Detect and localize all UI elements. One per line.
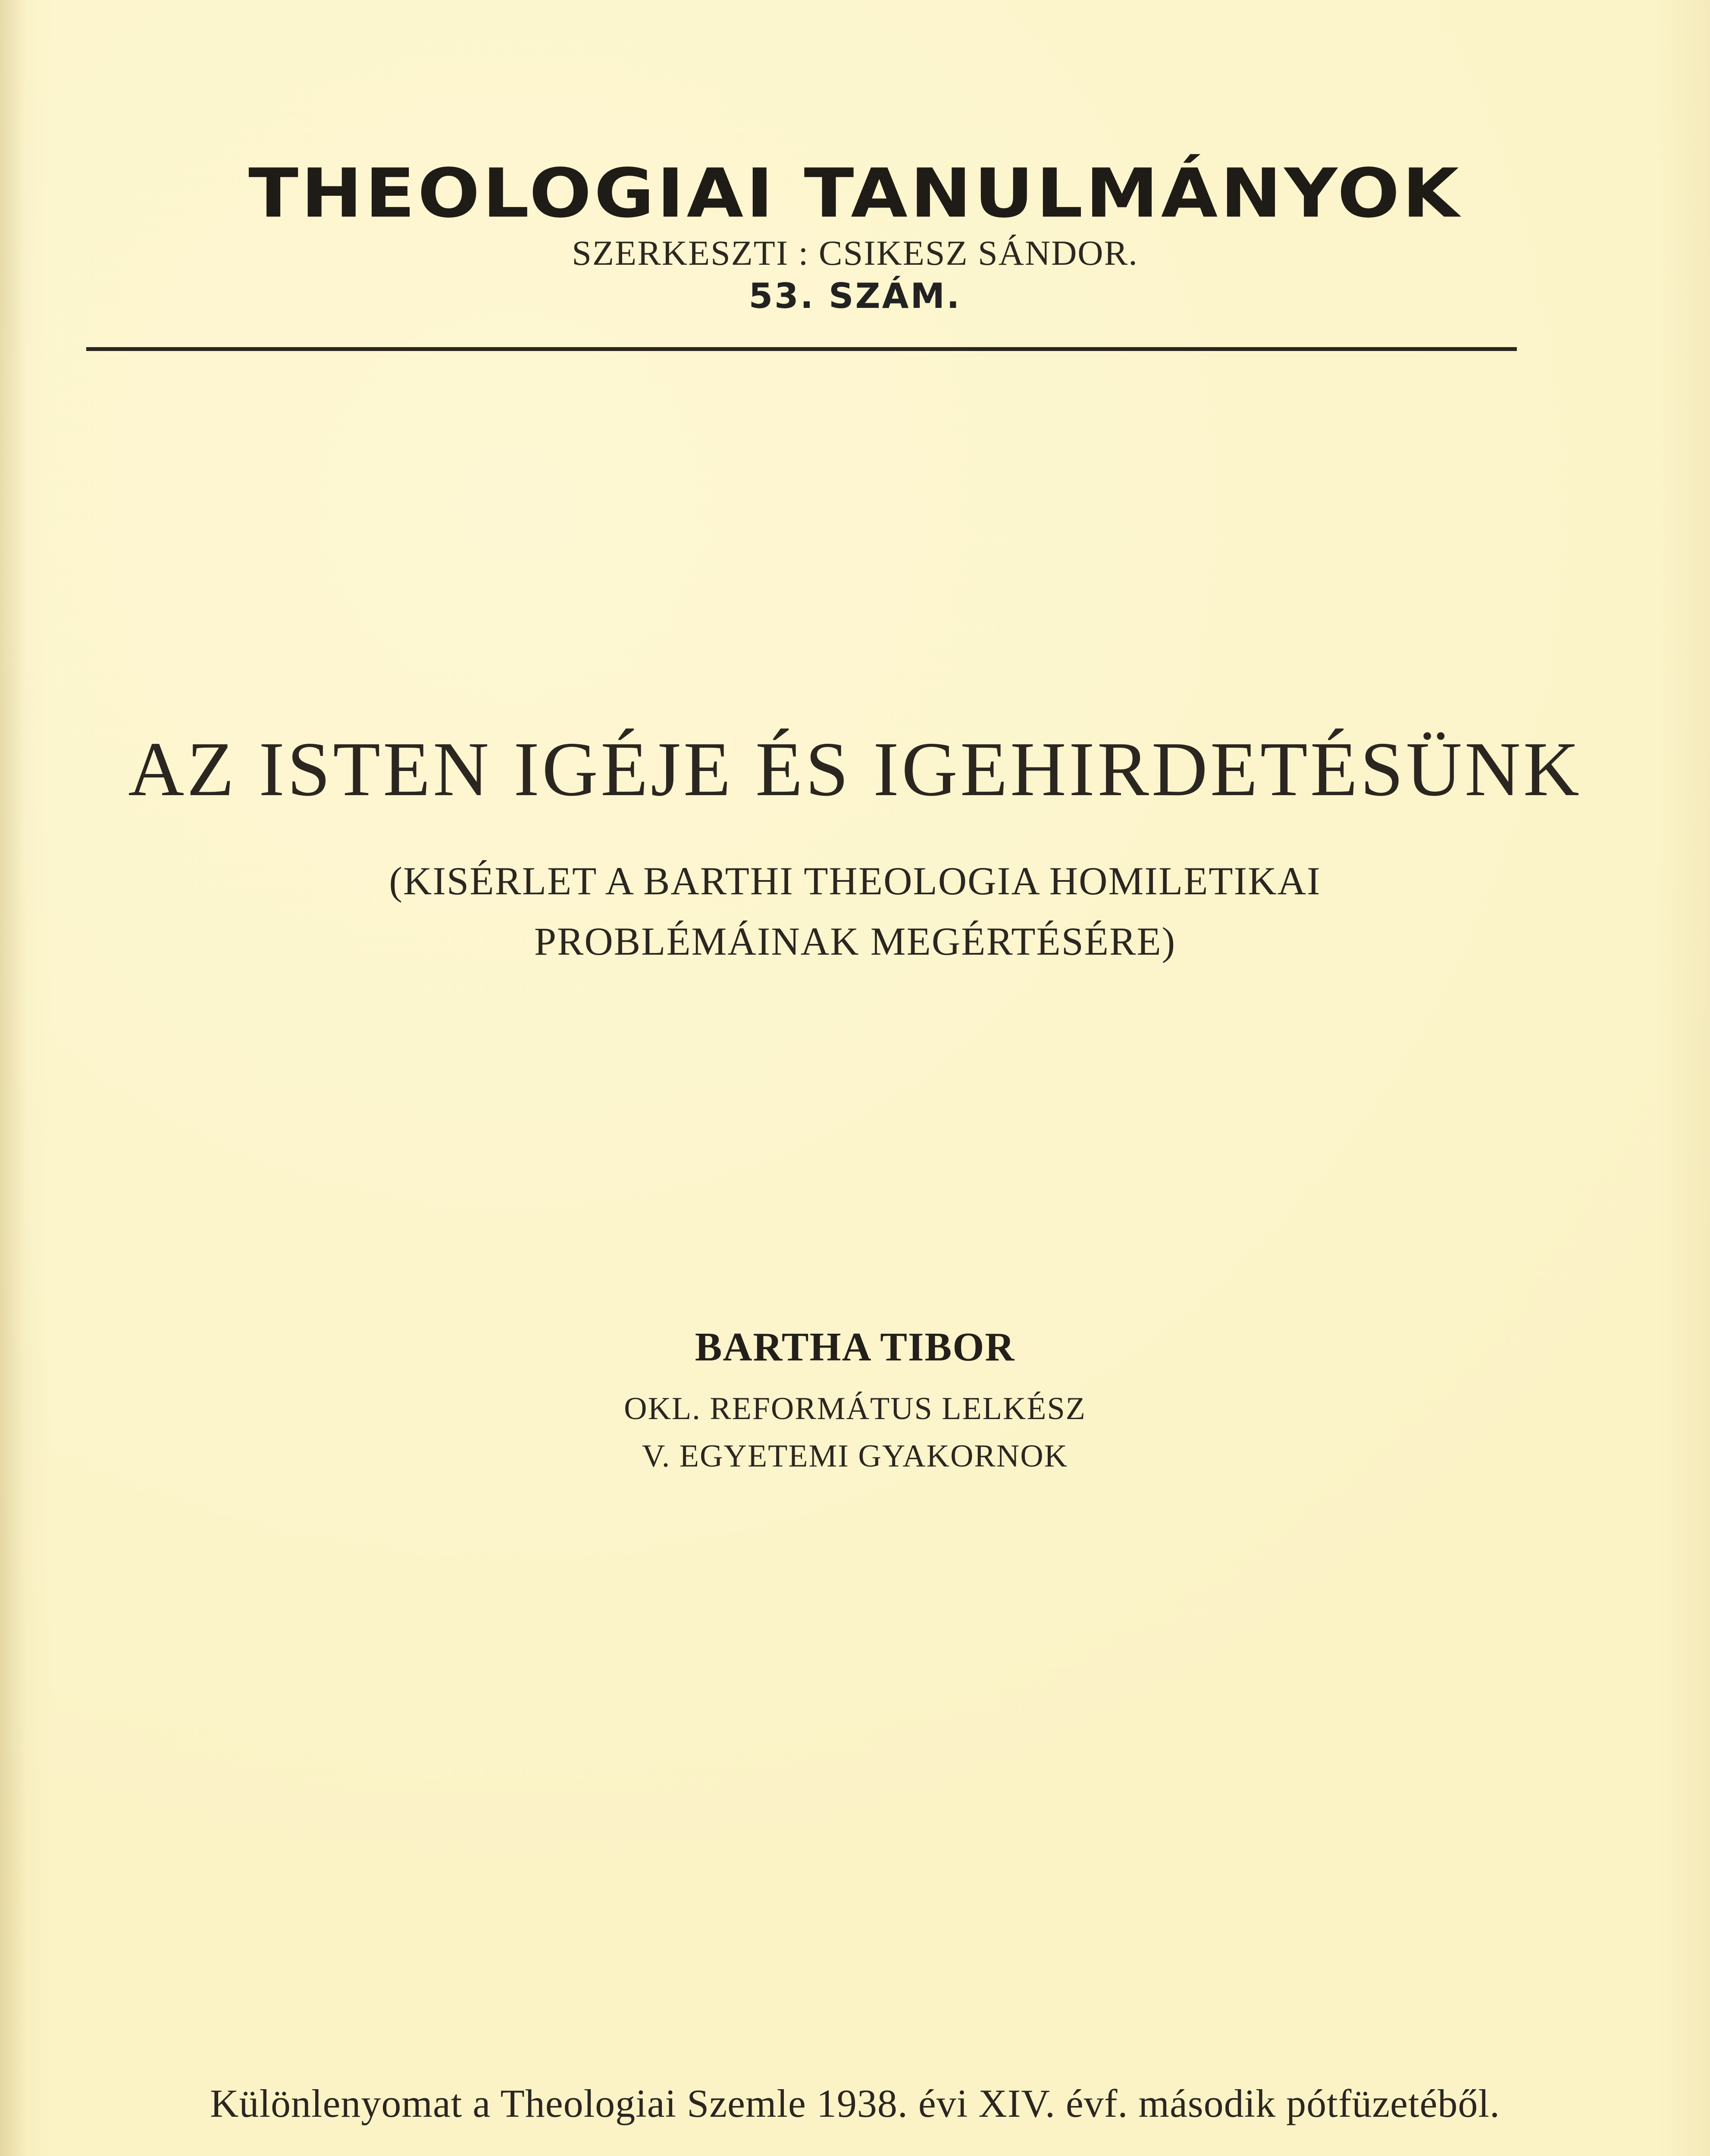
subtitle-line-2: PROBLÉMÁINAK MEGÉRTÉSÉRE) [534, 919, 1176, 963]
page-edge-wear [0, 0, 26, 2156]
author-name: BARTHA TIBOR [695, 1325, 1015, 1369]
issue-number: 53. SZÁM. [749, 276, 961, 316]
author-role-line-2: V. EGYETEMI GYAKORNOK [642, 1438, 1068, 1474]
header-divider [86, 347, 1517, 351]
main-title: AZ ISTEN IGÉJE ÉS IGEHIRDETÉSÜNK [128, 726, 1582, 812]
editor-line: SZERKESZTI : CSIKESZ SÁNDOR. [572, 233, 1138, 273]
series-title: THEOLOGIAI TANULMÁNYOK [248, 154, 1462, 233]
subtitle-line-1: (KISÉRLET A BARTHI THEOLOGIA HOMILETIKAI [389, 859, 1321, 903]
reprint-note: Különlenyomat a Theologiai Szemle 1938. évi XIV. évf. második pótfüzetéből. [210, 2081, 1500, 2125]
author-role-line-1: OKL. REFORMÁTUS LELKÉSZ [624, 1391, 1086, 1426]
